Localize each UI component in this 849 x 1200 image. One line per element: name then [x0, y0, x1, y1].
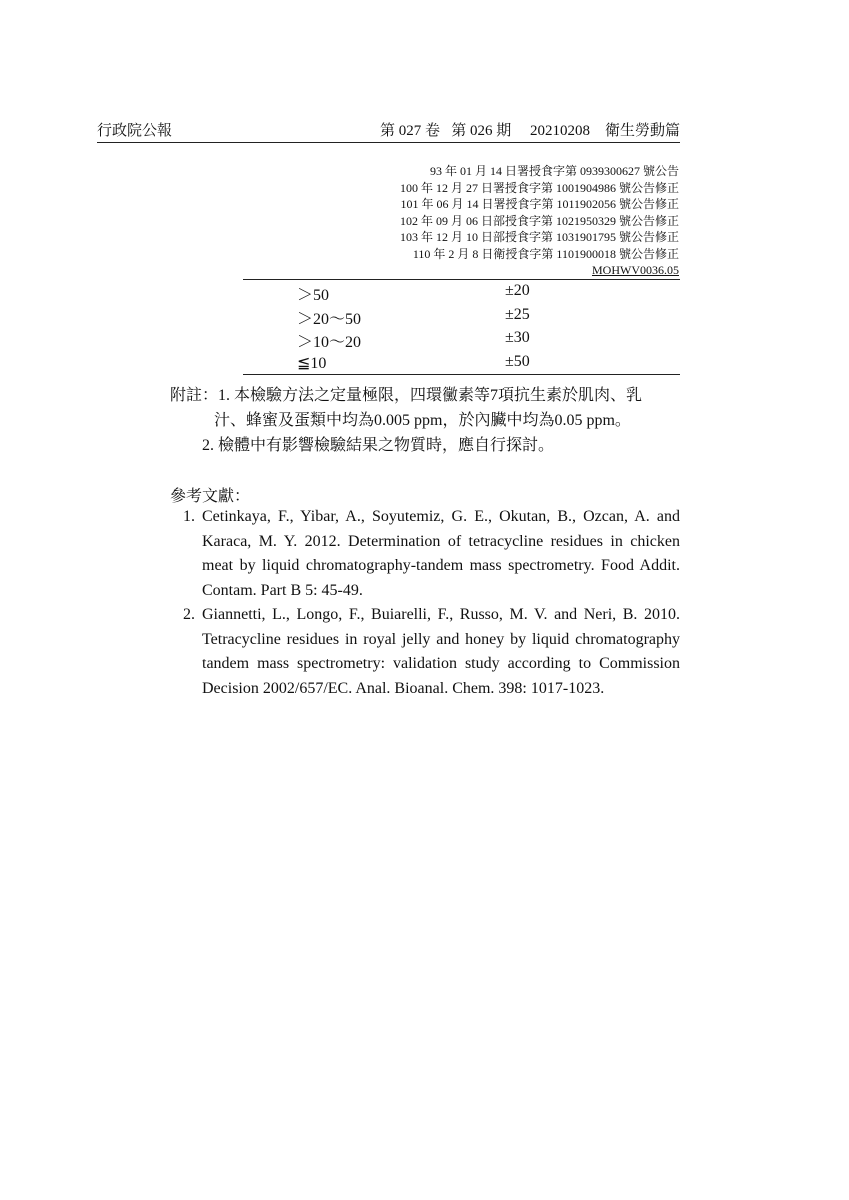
tolerance-table — [243, 279, 680, 375]
footnotes — [170, 383, 690, 458]
range-cell: ＞50 — [297, 287, 330, 304]
tolerance-cell: ±50 — [505, 352, 530, 370]
reference-number: 1. — [183, 508, 195, 525]
reference-text: Cetinkaya, F., Yibar, A., Soyutemiz, G. E., Okutan, B., Ozcan, A. and Karaca, M. Y. 2012. Determination of tetracycline residues in chicken meat by liquid chromatography-tandem mass spectrometry. Food Addit. Contam. Part B 5: 45-49. — [202, 508, 680, 599]
announcement-line: 103 年 12 月 10 日部授食字第 1031901795 號公告修正 — [399, 230, 679, 244]
reference-item — [183, 603, 680, 701]
range-cell: ≦10 — [297, 354, 327, 372]
table-row — [243, 327, 680, 351]
announcement-line: 101 年 06 月 14 日署授食字第 1011902056 號公告修正 — [400, 197, 679, 211]
table-row — [243, 304, 680, 328]
references-title: 參考文獻： — [170, 488, 251, 505]
reference-item — [183, 505, 680, 603]
announcement-line: 100 年 12 月 27 日署授食字第 1001904986 號公告修正 — [399, 180, 679, 195]
tolerance-cell: ±30 — [505, 329, 530, 346]
reference-text: Giannetti, L., Longo, F., Buiarelli, F., Russo, M. V. and Neri, B. 2010. Tetracycline residues in royal jelly and honey by liquid chromatography tandem mass spectrometry: validation study according to Commission Decision 2002/657/EC. Anal. Bioanal. Chem. 398: 1017-1023. — [202, 606, 680, 697]
references-list — [183, 505, 680, 701]
announcement-line: 102 年 09 月 06 日部授食字第 1021950329 號公告修正 — [399, 213, 679, 228]
table-row — [243, 280, 680, 304]
footnote-line: 2. 檢體中有影響檢驗結果之物質時，應自行探討。 — [170, 437, 555, 454]
document-code: MOHWV0036.05 — [592, 263, 679, 277]
footnote-line: 汁、蜂蜜及蛋類中均為0.005 ppm，於內臟中均為0.05 ppm。 — [170, 412, 631, 429]
announcement-line: 93 年 01 月 14 日署授食字第 0939300627 號公告 — [429, 164, 679, 178]
tolerance-cell: ±20 — [505, 282, 530, 299]
range-cell: ＞20～50 — [297, 310, 362, 328]
issue-info: 第 027 卷 第 026 期 20210208 衛生勞動篇 — [379, 123, 680, 139]
reference-number: 2. — [183, 606, 195, 623]
tolerance-cell: ±25 — [505, 305, 530, 323]
range-cell: ＞10～20 — [297, 334, 362, 351]
gazette-title: 行政院公報 — [97, 123, 173, 139]
footnote-line: 附註：1. 本檢驗方法之定量極限，四環黴素等7項抗生素於肌肉、乳 — [170, 387, 643, 404]
page-header — [97, 122, 680, 143]
table-row — [243, 351, 680, 375]
announcement-line: 110 年 2 月 8 日衛授食字第 1101900018 號公告修正 — [412, 246, 679, 261]
announcement-history — [279, 163, 679, 279]
